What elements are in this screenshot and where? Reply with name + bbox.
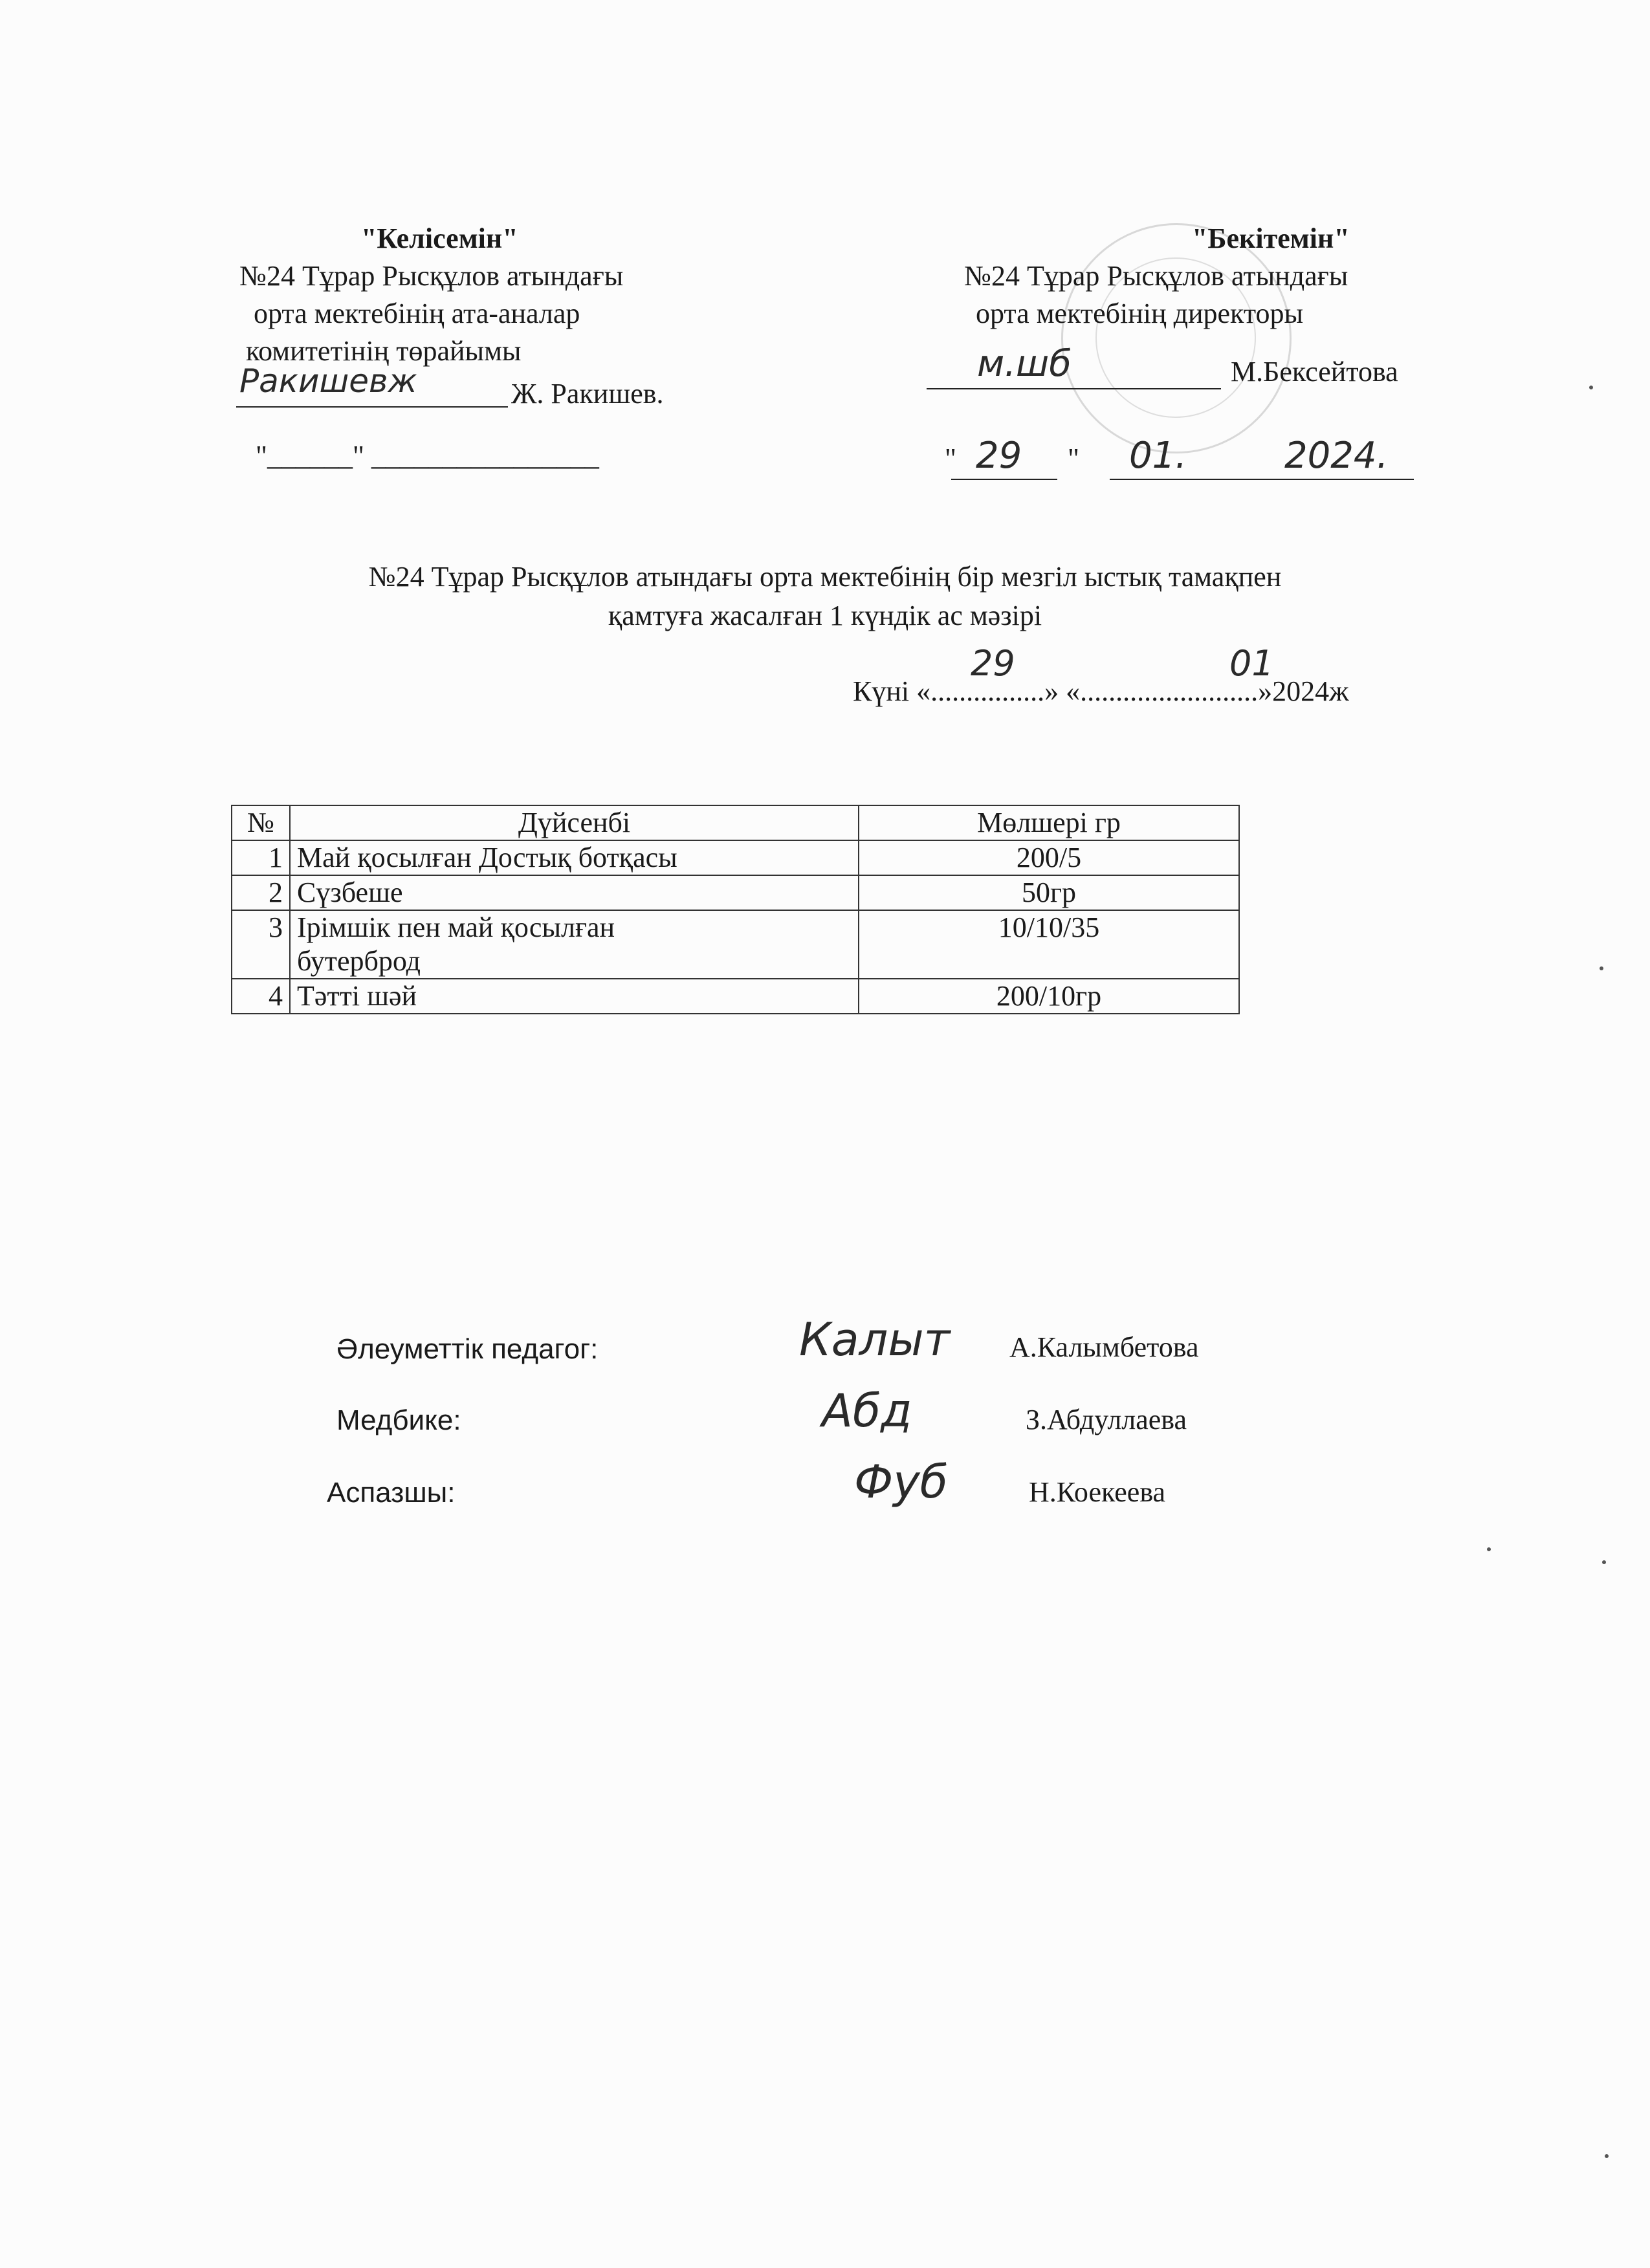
approve-date-day: 29 bbox=[976, 435, 1022, 477]
table-row bbox=[232, 840, 1239, 875]
agree-heading: "Келісемін" bbox=[361, 223, 518, 254]
scan-speck bbox=[1589, 386, 1593, 389]
scan-speck bbox=[1600, 966, 1603, 970]
date-suffix: »2024ж bbox=[1258, 675, 1349, 707]
signature-name-nurse: З.Абдуллаева bbox=[1026, 1404, 1187, 1435]
approve-date-open-quote: " bbox=[945, 442, 956, 474]
agree-signature: Ракишевж bbox=[239, 362, 417, 400]
date-prefix: Күні « bbox=[853, 675, 931, 707]
document-title-line-2: қамтуға жасалған 1 күндік ас мәзірі bbox=[608, 600, 1042, 631]
signature-role-cook: Аспазшы: bbox=[327, 1477, 456, 1509]
signature-name-cook: Н.Коекеева bbox=[1029, 1476, 1166, 1508]
agree-signer: Ж. Ракишев. bbox=[511, 378, 664, 409]
row-dish: Май қосылған Достық ботқасы bbox=[290, 840, 859, 875]
approve-signature: м.шб bbox=[977, 343, 1072, 385]
approve-date-month: 01. bbox=[1129, 435, 1187, 477]
row-quantity: 200/5 bbox=[859, 840, 1239, 875]
row-quantity: 10/10/35 bbox=[859, 910, 1239, 979]
approve-date-day-line bbox=[951, 479, 1057, 480]
approve-signature-line bbox=[927, 388, 1221, 389]
approve-line-2: орта мектебінің директоры bbox=[976, 298, 1304, 329]
date-month-handwritten: 01 bbox=[1229, 643, 1274, 684]
header-number: № bbox=[232, 805, 290, 840]
approve-heading: "Бекітемін" bbox=[1192, 223, 1350, 254]
signature-role-nurse: Медбике: bbox=[336, 1404, 461, 1436]
approve-date-year: 2024. bbox=[1284, 435, 1389, 477]
row-quantity: 200/10гр bbox=[859, 979, 1239, 1014]
menu-table bbox=[231, 805, 1240, 1014]
row-dish: Ірімшік пен май қосылған бутерброд bbox=[290, 910, 859, 979]
agree-line-2: орта мектебінің ата-аналар bbox=[254, 298, 580, 329]
scan-speck bbox=[1487, 1547, 1491, 1551]
agree-date-line: "______" ________________ bbox=[256, 440, 599, 472]
document-title-line-1: №24 Тұрар Рысқұлов атындағы орта мектебінің бір мезгіл ыстық тамақпен bbox=[368, 561, 1282, 593]
row-dish: Тәтті шәй bbox=[290, 979, 859, 1014]
approve-signer: М.Бексейтова bbox=[1231, 356, 1398, 387]
row-number: 2 bbox=[232, 875, 290, 910]
table-row bbox=[232, 875, 1239, 910]
approve-date-rest-line bbox=[1110, 479, 1414, 480]
table-row bbox=[232, 910, 1239, 979]
signature-name-social-pedagogue: А.Калымбетова bbox=[1009, 1331, 1199, 1363]
agree-signature-line bbox=[236, 406, 508, 408]
date-dots-month: ......................... bbox=[1080, 675, 1259, 707]
row-number: 4 bbox=[232, 979, 290, 1014]
date-day-handwritten: 29 bbox=[971, 643, 1015, 684]
row-quantity: 50гр bbox=[859, 875, 1239, 910]
signature-nurse: Абд bbox=[822, 1384, 912, 1437]
header-quantity: Мөлшері гр bbox=[859, 805, 1239, 840]
agree-line-1: №24 Тұрар Рысқұлов атындағы bbox=[239, 260, 624, 292]
scan-speck bbox=[1602, 1560, 1606, 1564]
row-dish: Сүзбеше bbox=[290, 875, 859, 910]
date-mid: » « bbox=[1044, 675, 1081, 707]
signature-cook: Фуб bbox=[854, 1456, 948, 1509]
signature-role-social-pedagogue: Әлеуметтік педагог: bbox=[336, 1333, 599, 1365]
date-dots-day: ................ bbox=[930, 675, 1045, 707]
row-number: 3 bbox=[232, 910, 290, 979]
approve-date-close-quote: " bbox=[1068, 442, 1079, 474]
header-day: Дүйсенбі bbox=[290, 805, 859, 840]
agree-line-3: комитетінің төрайымы bbox=[246, 335, 522, 367]
approve-line-1: №24 Тұрар Рысқұлов атындағы bbox=[964, 260, 1348, 292]
scan-speck bbox=[1605, 2154, 1609, 2158]
row-number: 1 bbox=[232, 840, 290, 875]
date-line bbox=[853, 673, 1349, 710]
table-row bbox=[232, 979, 1239, 1014]
signature-social-pedagogue: Калыт bbox=[799, 1313, 951, 1366]
table-header-row bbox=[232, 805, 1239, 840]
